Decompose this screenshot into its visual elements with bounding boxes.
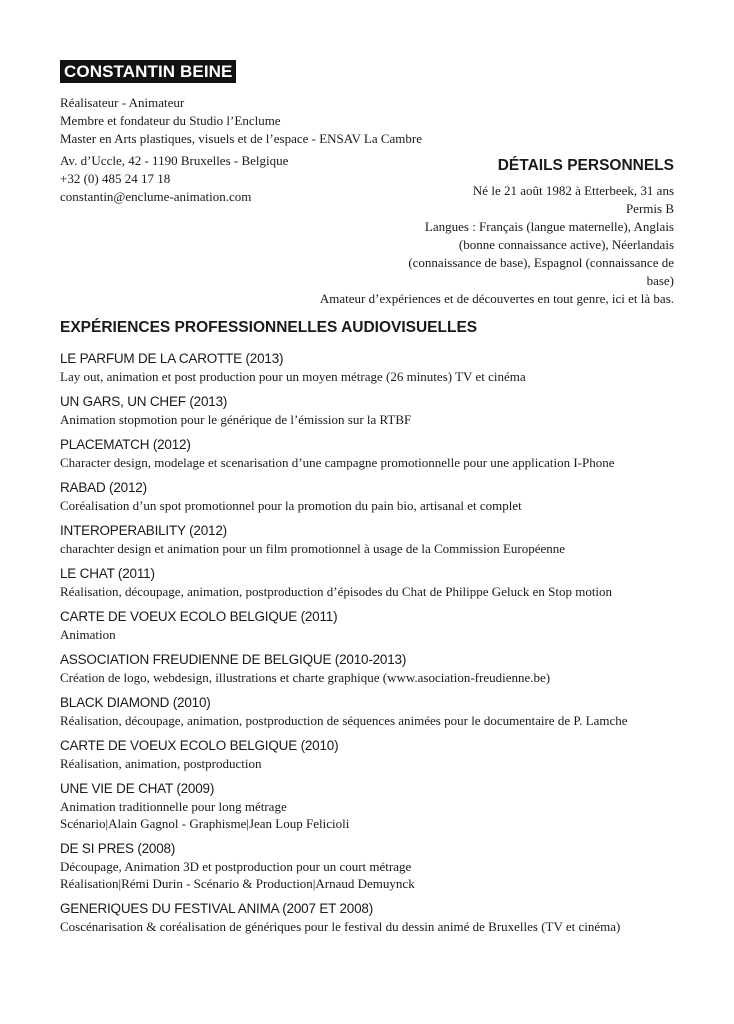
- spacer: [60, 935, 680, 943]
- experience-title: ASSOCIATION FREUDIENNE DE BELGIQUE (2010-2013): [60, 652, 407, 667]
- experiences-title: EXPÉRIENCES PROFESSIONNELLES AUDIOVISUELLES: [60, 319, 478, 336]
- spacer: [60, 600, 680, 608]
- experience-item: [60, 522, 680, 565]
- details-languages: Langues : Français (langue maternelle), Anglais (bonne connaissance active), Néerlandais (connaissance de base), Espagnol (connaissance de base): [408, 219, 674, 288]
- spacer: [60, 385, 680, 393]
- experience-item: [60, 840, 680, 900]
- personal-details: [294, 156, 674, 308]
- experience-description: Animation traditionnelle pour long métrage: [60, 799, 287, 814]
- experience-title: CARTE DE VOEUX ECOLO BELGIQUE (2011): [60, 609, 338, 624]
- experience-item: [60, 350, 680, 393]
- details-birth: Né le 21 août 1982 à Etterbeek, 31 ans: [472, 183, 674, 198]
- experience-description: Coréalisation d’un spot promotionnel pour la promotion du pain bio, artisanal et complet: [60, 498, 522, 513]
- intro-block: [60, 94, 422, 148]
- experience-title: DE SI PRES (2008): [60, 841, 176, 856]
- contact-email[interactable]: constantin@enclume-animation.com: [60, 189, 252, 204]
- contact-phone: +32 (0) 485 24 17 18: [60, 171, 171, 186]
- spacer: [60, 471, 680, 479]
- experience-title: UN GARS, UN CHEF (2013): [60, 394, 228, 409]
- experience-description: Animation stopmotion pour le générique de l’émission sur la RTBF: [60, 412, 412, 427]
- spacer: [60, 772, 680, 780]
- experience-item: [60, 900, 680, 943]
- experience-description: Lay out, animation et post production pour un moyen métrage (26 minutes) TV et cinéma: [60, 369, 526, 384]
- details-title: DÉTAILS PERSONNELS: [497, 157, 674, 174]
- experience-description: Réalisation|Rémi Durin - Scénario & Production|Arnaud Demuynck: [60, 876, 415, 891]
- experience-item: [60, 393, 680, 436]
- contact-block: [60, 152, 288, 206]
- intro-line: Master en Arts plastiques, visuels et de l’espace - ENSAV La Cambre: [60, 131, 422, 146]
- experience-item: [60, 651, 680, 694]
- experience-description: charachter design et animation pour un film promotionnel à usage de la Commission Européenne: [60, 541, 566, 556]
- contact-address: Av. d’Uccle, 42 - 1190 Bruxelles - Belgique: [60, 153, 289, 168]
- spacer: [60, 729, 680, 737]
- experiences-list: [60, 350, 680, 943]
- experience-description: Réalisation, découpage, animation, postproduction d’épisodes du Chat de Philippe Geluck en Stop motion: [60, 584, 613, 599]
- experience-title: BLACK DIAMOND (2010): [60, 695, 211, 710]
- experience-title: CARTE DE VOEUX ECOLO BELGIQUE (2010): [60, 738, 339, 753]
- details-hobbies: Amateur d’expériences et de découvertes en tout genre, ici et là bas.: [319, 291, 674, 306]
- experience-title: LE PARFUM DE LA CAROTTE (2013): [60, 351, 284, 366]
- experience-description: Réalisation, animation, postproduction: [60, 756, 262, 771]
- experience-item: [60, 780, 680, 840]
- experience-title: GENERIQUES DU FESTIVAL ANIMA (2007 ET 2008): [60, 901, 374, 916]
- experience-title: UNE VIE DE CHAT (2009): [60, 781, 215, 796]
- experience-item: [60, 565, 680, 608]
- experience-item: [60, 737, 680, 780]
- experience-description: Création de logo, webdesign, illustrations et charte graphique (www.asociation-freudienne.be): [60, 670, 551, 685]
- experience-description: Réalisation, découpage, animation, postproduction de séquences animées pour le documentaire de P. Lamche: [60, 713, 628, 728]
- spacer: [60, 557, 680, 565]
- spacer: [60, 686, 680, 694]
- spacer: [60, 832, 680, 840]
- experience-item: [60, 694, 680, 737]
- intro-line: Réalisateur - Animateur: [60, 95, 185, 110]
- experience-title: INTEROPERABILITY (2012): [60, 523, 227, 538]
- experience-item: [60, 608, 680, 651]
- details-permit: Permis B: [625, 201, 674, 216]
- experience-description: Découpage, Animation 3D et postproduction pour un court métrage: [60, 859, 412, 874]
- spacer: [60, 892, 680, 900]
- spacer: [60, 514, 680, 522]
- experience-description: Character design, modelage et scenarisation d’une campagne promotionnelle pour une application I-Phone: [60, 455, 615, 470]
- spacer: [60, 643, 680, 651]
- person-name: CONSTANTIN BEINE: [60, 60, 236, 83]
- experience-description: Coscénarisation & coréalisation de génériques pour le festival du dessin animé de Bruxelles (TV et cinéma): [60, 919, 621, 934]
- spacer: [60, 428, 680, 436]
- intro-line: Membre et fondateur du Studio l’Enclume: [60, 113, 281, 128]
- experience-title: RABAD (2012): [60, 480, 147, 495]
- experience-item: [60, 479, 680, 522]
- experience-title: PLACEMATCH (2012): [60, 437, 191, 452]
- experience-description: Animation: [60, 627, 116, 642]
- experience-title: LE CHAT (2011): [60, 566, 155, 581]
- experience-description: Scénario|Alain Gagnol - Graphisme|Jean Loup Felicioli: [60, 816, 350, 831]
- experience-item: [60, 436, 680, 479]
